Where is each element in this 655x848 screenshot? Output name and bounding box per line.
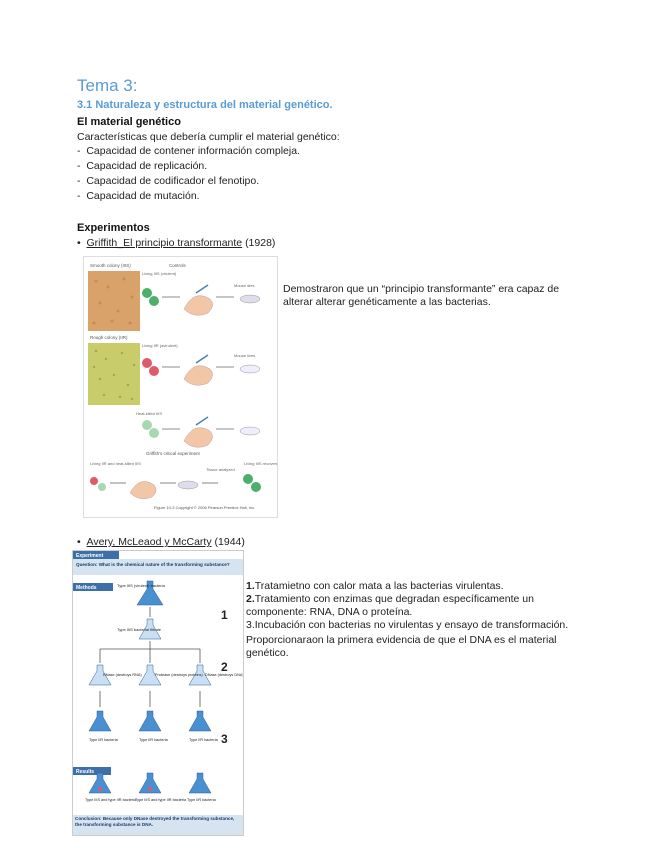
bacteria-icon	[142, 358, 152, 368]
list-item: - Capacidad de contener información compleja.	[77, 145, 300, 157]
rnase-label: RNase (destroys RNA)	[103, 673, 142, 677]
question-text: Question: What is the chemical nature of the transforming substance?	[76, 562, 230, 567]
mouse-dies-label: Mouse dies	[234, 283, 255, 288]
list-item: - Capacidad de replicación.	[77, 160, 208, 172]
step-number: 2	[221, 660, 228, 674]
flask-icon	[189, 773, 211, 793]
step-item: 1.Tratamietno con calor mata a las bacterias virulentas.	[246, 580, 504, 592]
experiment-tag: Experiment	[76, 553, 104, 559]
smooth-label: Smooth colony (IIIS)	[90, 263, 131, 268]
material-heading: El material genético	[77, 116, 181, 128]
section-subtitle: 3.1 Naturaleza y estructura del material genético.	[77, 99, 333, 111]
hand-syringe-icon	[184, 428, 213, 448]
hand-syringe-icon	[184, 366, 213, 386]
hand-syringe-icon	[130, 481, 156, 498]
figure-caption: Figure 10-3 Copyright © 2006 Pearson Prentice Hall, Inc.	[154, 505, 256, 510]
step-number: 3	[221, 732, 228, 746]
living-iiis-label: Living IIIS (virulent)	[142, 271, 177, 276]
step-item: 2.Tratamiento con enzimas que degradan específicamente un componente: RNA, DNA o proteína.	[246, 593, 534, 618]
avery-figure	[72, 550, 244, 836]
page-title: Tema 3:	[77, 76, 138, 95]
type-iiis-label: Type IIIS (virulent) bacteria	[117, 583, 165, 588]
type-iir-label: Type IIR bacteria	[189, 738, 218, 742]
dnase-label: DNase (destroys DNA)	[205, 673, 243, 677]
mouse-icon	[240, 427, 260, 435]
griffith-link[interactable]: Griffith_El principio transformante	[86, 237, 243, 249]
tissue-label: Tissue analyzed	[206, 467, 235, 472]
bacteria-icon	[149, 366, 159, 376]
living-iir-label: Living IIR (avirulent)	[142, 343, 178, 348]
mouse-icon	[178, 481, 198, 489]
results-tag: Results	[76, 769, 95, 775]
griffith-description: Demostraron que un “principio transformante” era capaz de alterar alterar genéticamente a las bacterias.	[283, 283, 560, 308]
methods-tag: Methods	[76, 585, 97, 591]
bacteria-icon	[142, 420, 152, 430]
controls-label: Controls	[169, 263, 186, 268]
type-iir-label: Type IIR bacteria	[139, 738, 168, 742]
step-item: 3.Incubación con bacterias no virulentas y ensayo de transformación.	[246, 619, 569, 631]
griffith-item: • Griffith_El principio transformante (1928)	[77, 237, 276, 249]
result-label: Type IIIS and type IIR bacteria	[85, 798, 137, 802]
result-label: Type IIIS and type IIR bacteria	[135, 798, 187, 802]
griffith-figure	[83, 256, 278, 518]
mix-label: Living IIR and heat-killed IIIS	[90, 461, 141, 466]
hand-syringe-icon	[184, 296, 213, 316]
filtrate-label: Type IIIS bacterial filtrate	[117, 627, 162, 632]
avery-steps	[246, 580, 576, 660]
experiments-heading: Experimentos	[77, 222, 150, 234]
recovered-label: Living IIIS recovered	[244, 461, 277, 466]
heat-killed-label: Heat-killed IIIS	[136, 411, 163, 416]
flask-icon	[89, 711, 111, 731]
mouse-icon	[240, 295, 260, 303]
list-item: - Capacidad de mutación.	[77, 190, 200, 202]
avery-link[interactable]: Avery, McLeaod y McCarty	[86, 536, 212, 548]
protease-label: Protease (destroys proteins)	[155, 673, 203, 677]
flask-icon	[189, 711, 211, 731]
bacteria-icon	[142, 288, 152, 298]
material-intro: Características que debería cumplir el material genético:	[77, 131, 340, 143]
step-number: 1	[221, 608, 228, 622]
avery-conclusion: Proporcionaraon la primera evidencia de que el DNA es el material genético.	[246, 634, 557, 659]
result-label: Type IIR bacteria	[187, 798, 216, 802]
avery-item: • Avery, McLeaod y McCarty (1944)	[77, 536, 245, 548]
rough-label: Rough colony (IIR)	[90, 335, 128, 340]
type-iir-label: Type IIR bacteria	[89, 738, 118, 742]
avery-diagram	[73, 551, 243, 835]
list-item: - Capacidad de codificador el fenotipo.	[77, 175, 260, 187]
bacteria-icon	[149, 428, 159, 438]
griffith-diagram	[84, 257, 277, 517]
critical-label: Griffith's critical experiment	[146, 451, 200, 456]
mouse-icon	[240, 365, 260, 373]
conclusion-text: Conclusion: Because only DNase destroyed the transforming substance, the transforming substance is DNA.	[75, 816, 235, 827]
flask-icon	[139, 711, 161, 731]
mouse-lives-label: Mouse lives	[234, 353, 256, 358]
bacteria-icon	[149, 296, 159, 306]
